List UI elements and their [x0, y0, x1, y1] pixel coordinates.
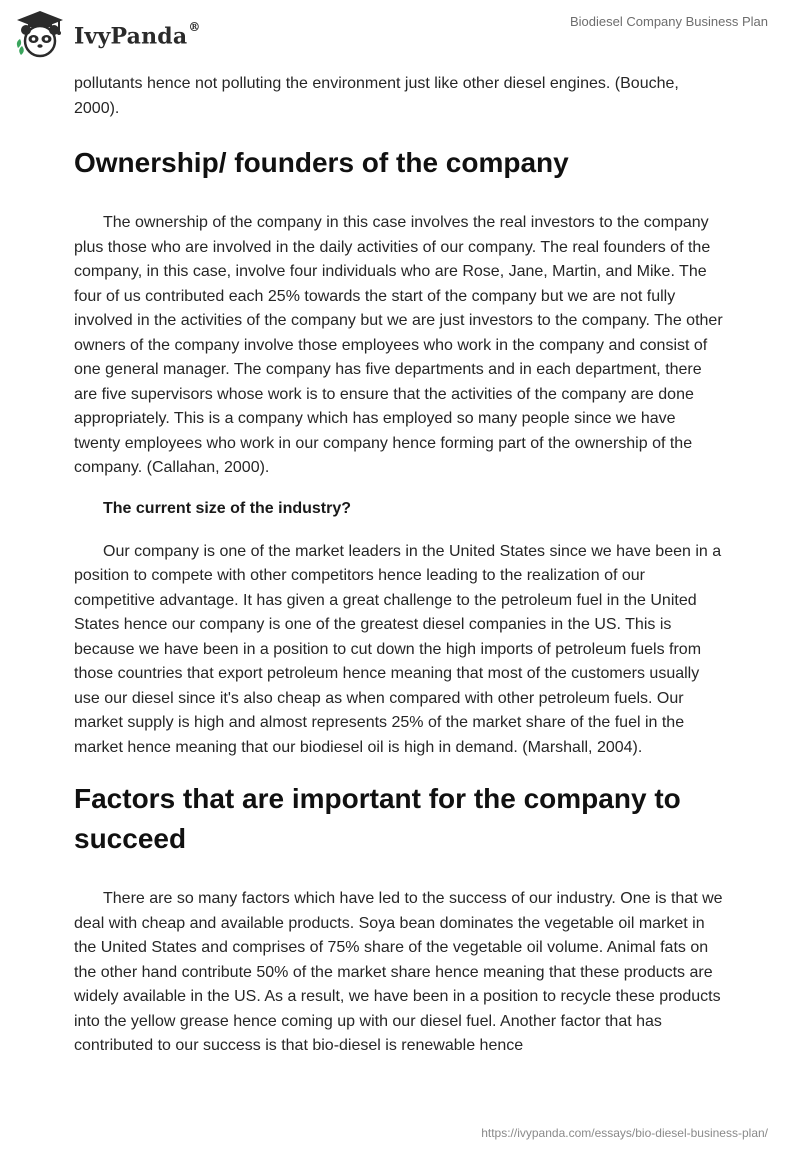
intro-continuation-paragraph: pollutants hence not polluting the environment just like other diesel engines. (Bouche, 2000).: [74, 75, 679, 117]
page-header: [0, 0, 800, 70]
source-url[interactable]: https://ivypanda.com/essays/bio-diesel-business-plan/: [481, 1126, 768, 1140]
section-heading-ownership: Ownership/ founders of the company: [74, 147, 569, 178]
industry-size-paragraph: Our company is one of the market leaders in the United States since we have been in a position to compete with other competitors hence leading to the realization of our competitive advantage. It has given a great challenge to the petroleum fuel in the United States hence our company is one of the greatest diesel companies in the US. This is because we have been in a position to cut down the high imports of petroleum fuels from those countries that export petroleum hence meaning that most of the customers usually use our diesel since it's also cheap as when compared with other petroleum fuels. Our market supply is high and almost represents 25% of the market share of the fuel in the market hence meaning that our biodiesel oil is high in demand. (Marshall, 2004).: [74, 542, 722, 756]
trademark-symbol: ®: [188, 19, 201, 34]
document-body: [74, 72, 724, 1059]
panda-graduate-icon: [14, 8, 66, 60]
brand-name: IvyPanda®: [74, 19, 201, 50]
subheading-industry-size: The current size of the industry?: [103, 499, 352, 517]
success-factors-paragraph: There are so many factors which have led to the success of our industry. One is that we deal with cheap and available products. Soya bean dominates the vegetable oil market in the United States and comprises of 75% share of the vegetable oil volume. Animal fats on the other hand contribute 50% of the market share hence meaning that these products are widely available in the US. As a result, we have been in a position to recycle these products into the yellow grease hence coming up with our diesel fuel. Another factor that has contributed to our success is that bio-diesel is renewable hence: [74, 890, 723, 1054]
ownership-paragraph: The ownership of the company in this case involves the real investors to the company plus those who are involved in the daily activities of our company. The real founders of the company, in this case, involve four individuals who are Rose, Jane, Martin, and Mike. The four of us contributed each 25% towards the start of the company but we are not fully involved in the activities of the company but we are just investors to the company. The other owners of the company involve those employees who work in the company and consist of one general manager. The company has five departments and in each department, there are five supervisors whose work is to ensure that the activities of the company are done appropriately. This is a company which has employed so many people since we have twenty employees who work in our company hence forming part of the ownership of the company. (Callahan, 2000).: [74, 214, 723, 476]
section-heading-success-factors: Factors that are important for the company to succeed: [74, 783, 681, 854]
document-title: Biodiesel Company Business Plan: [570, 14, 768, 29]
ivypanda-logo[interactable]: [14, 6, 201, 62]
